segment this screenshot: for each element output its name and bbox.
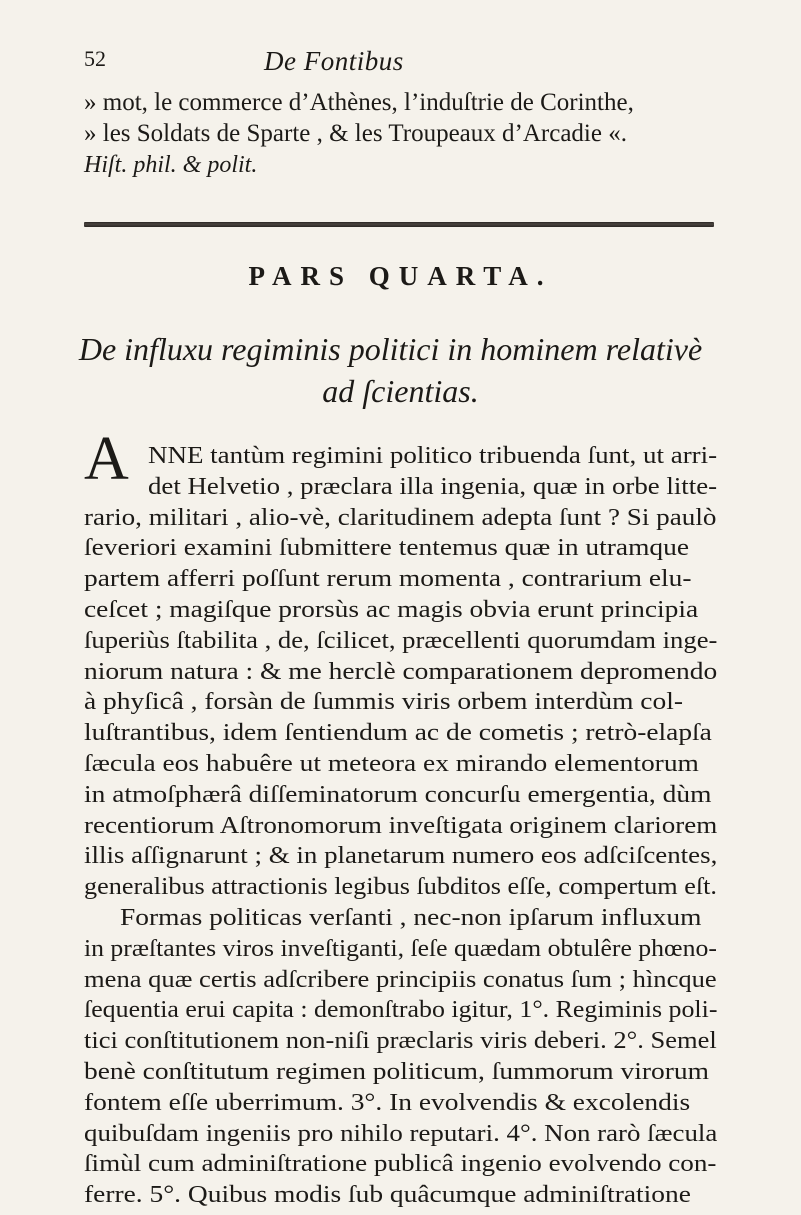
chapter-title-line: ad ſcientias. [322, 373, 479, 409]
section-divider [84, 222, 714, 227]
body-line: ſeveriori examini ſubmittere tentemus quæ in utramque [84, 534, 690, 562]
body-line: mena quæ certis adſcribere principiis conatus ſum ; hìncque [84, 965, 717, 993]
body-line: fontem eſſe uberrimum. 3°. In evolvendis & excolendis [84, 1088, 691, 1116]
drop-cap: A [84, 425, 129, 493]
body-line: Formas politicas verſanti , nec-non ipſarum influxum [120, 904, 702, 931]
running-head [84, 46, 724, 80]
body-line: niorum natura : & me herclè comparationem depromendo [84, 657, 718, 685]
running-title: De Fontibus [264, 46, 404, 76]
body-line: generalibus attractionis legibus ſubditos eſſe, compertum eſt. [84, 873, 717, 901]
body-line: à phyſicâ , forsàn de ſummis viris orbem interdùm col- [84, 688, 683, 716]
body-line: recentiorum Aſtronomorum inveſtigata originem clariorem [84, 811, 718, 839]
body-line: in præſtantes viros inveſtiganti, ſeſe quædam obtulêre phœno- [84, 934, 717, 962]
body-line: ceſcet ; magiſque prorsùs ac magis obvia erunt principia [84, 596, 699, 623]
body-line: ſæcula eos habuêre ut meteora ex mirando elementorum [84, 750, 699, 777]
chapter-title-line: De influxu regiminis politici in hominem relativè [78, 331, 703, 367]
quote-line: » mot, le commerce d’Athènes, l’induſtrie de Corinthe, [84, 89, 634, 116]
body-line: quibuſdam ingeniis pro nihilo reputari. 4°. Non rarò ſæcula [84, 1119, 718, 1147]
page-number: 52 [84, 46, 106, 71]
body-line: luſtrantibus, idem ſentiendum ac de cometis ; retrò-elapſa [84, 719, 712, 747]
body-line: illis aſſignarunt ; & in planetarum numero eos adſciſcentes, [84, 842, 718, 870]
body-line: benè conſtitutum regimen politicum, ſummorum virorum [84, 1058, 709, 1085]
body-line: in atmoſphærâ diſſeminatorum concurſu emergentia, dùm [84, 780, 712, 808]
body-line: partem afferri poſſunt rerum momenta , contrarium elu- [84, 565, 692, 593]
body-line: rario, militari , alio-vè, claritudinem adepta ſunt ? Si paulò [84, 503, 717, 531]
section-heading: PARS QUARTA. [248, 261, 553, 291]
quote-citation: Hiſt. phil. & polit. [84, 152, 258, 178]
body-line: tici conſtitutionem non-niſi præclaris viris deberi. 2°. Semel [84, 1027, 717, 1055]
quote-line: » les Soldats de Sparte , & les Troupeaux d’Arcadie «. [84, 120, 627, 147]
body-line: ſimùl cum adminiſtratione publicâ ingenio evolvendo con- [84, 1150, 717, 1178]
body-line: NNE tantùm regimini politico tribuenda ſunt, ut arri- [148, 442, 718, 469]
body-line: ferre. 5°. Quibus modis ſub quâcumque adminiſtratione [84, 1181, 691, 1209]
body-line: det Helvetio , præclara illa ingenia, quæ in orbe litte- [148, 472, 718, 500]
body-line: ſuperiùs ſtabilita , de, ſcilicet, præcellenti quorumdam inge- [84, 626, 718, 654]
body-line: ſequentia erui capita : demonſtrabo igitur, 1°. Regiminis poli- [84, 996, 718, 1024]
